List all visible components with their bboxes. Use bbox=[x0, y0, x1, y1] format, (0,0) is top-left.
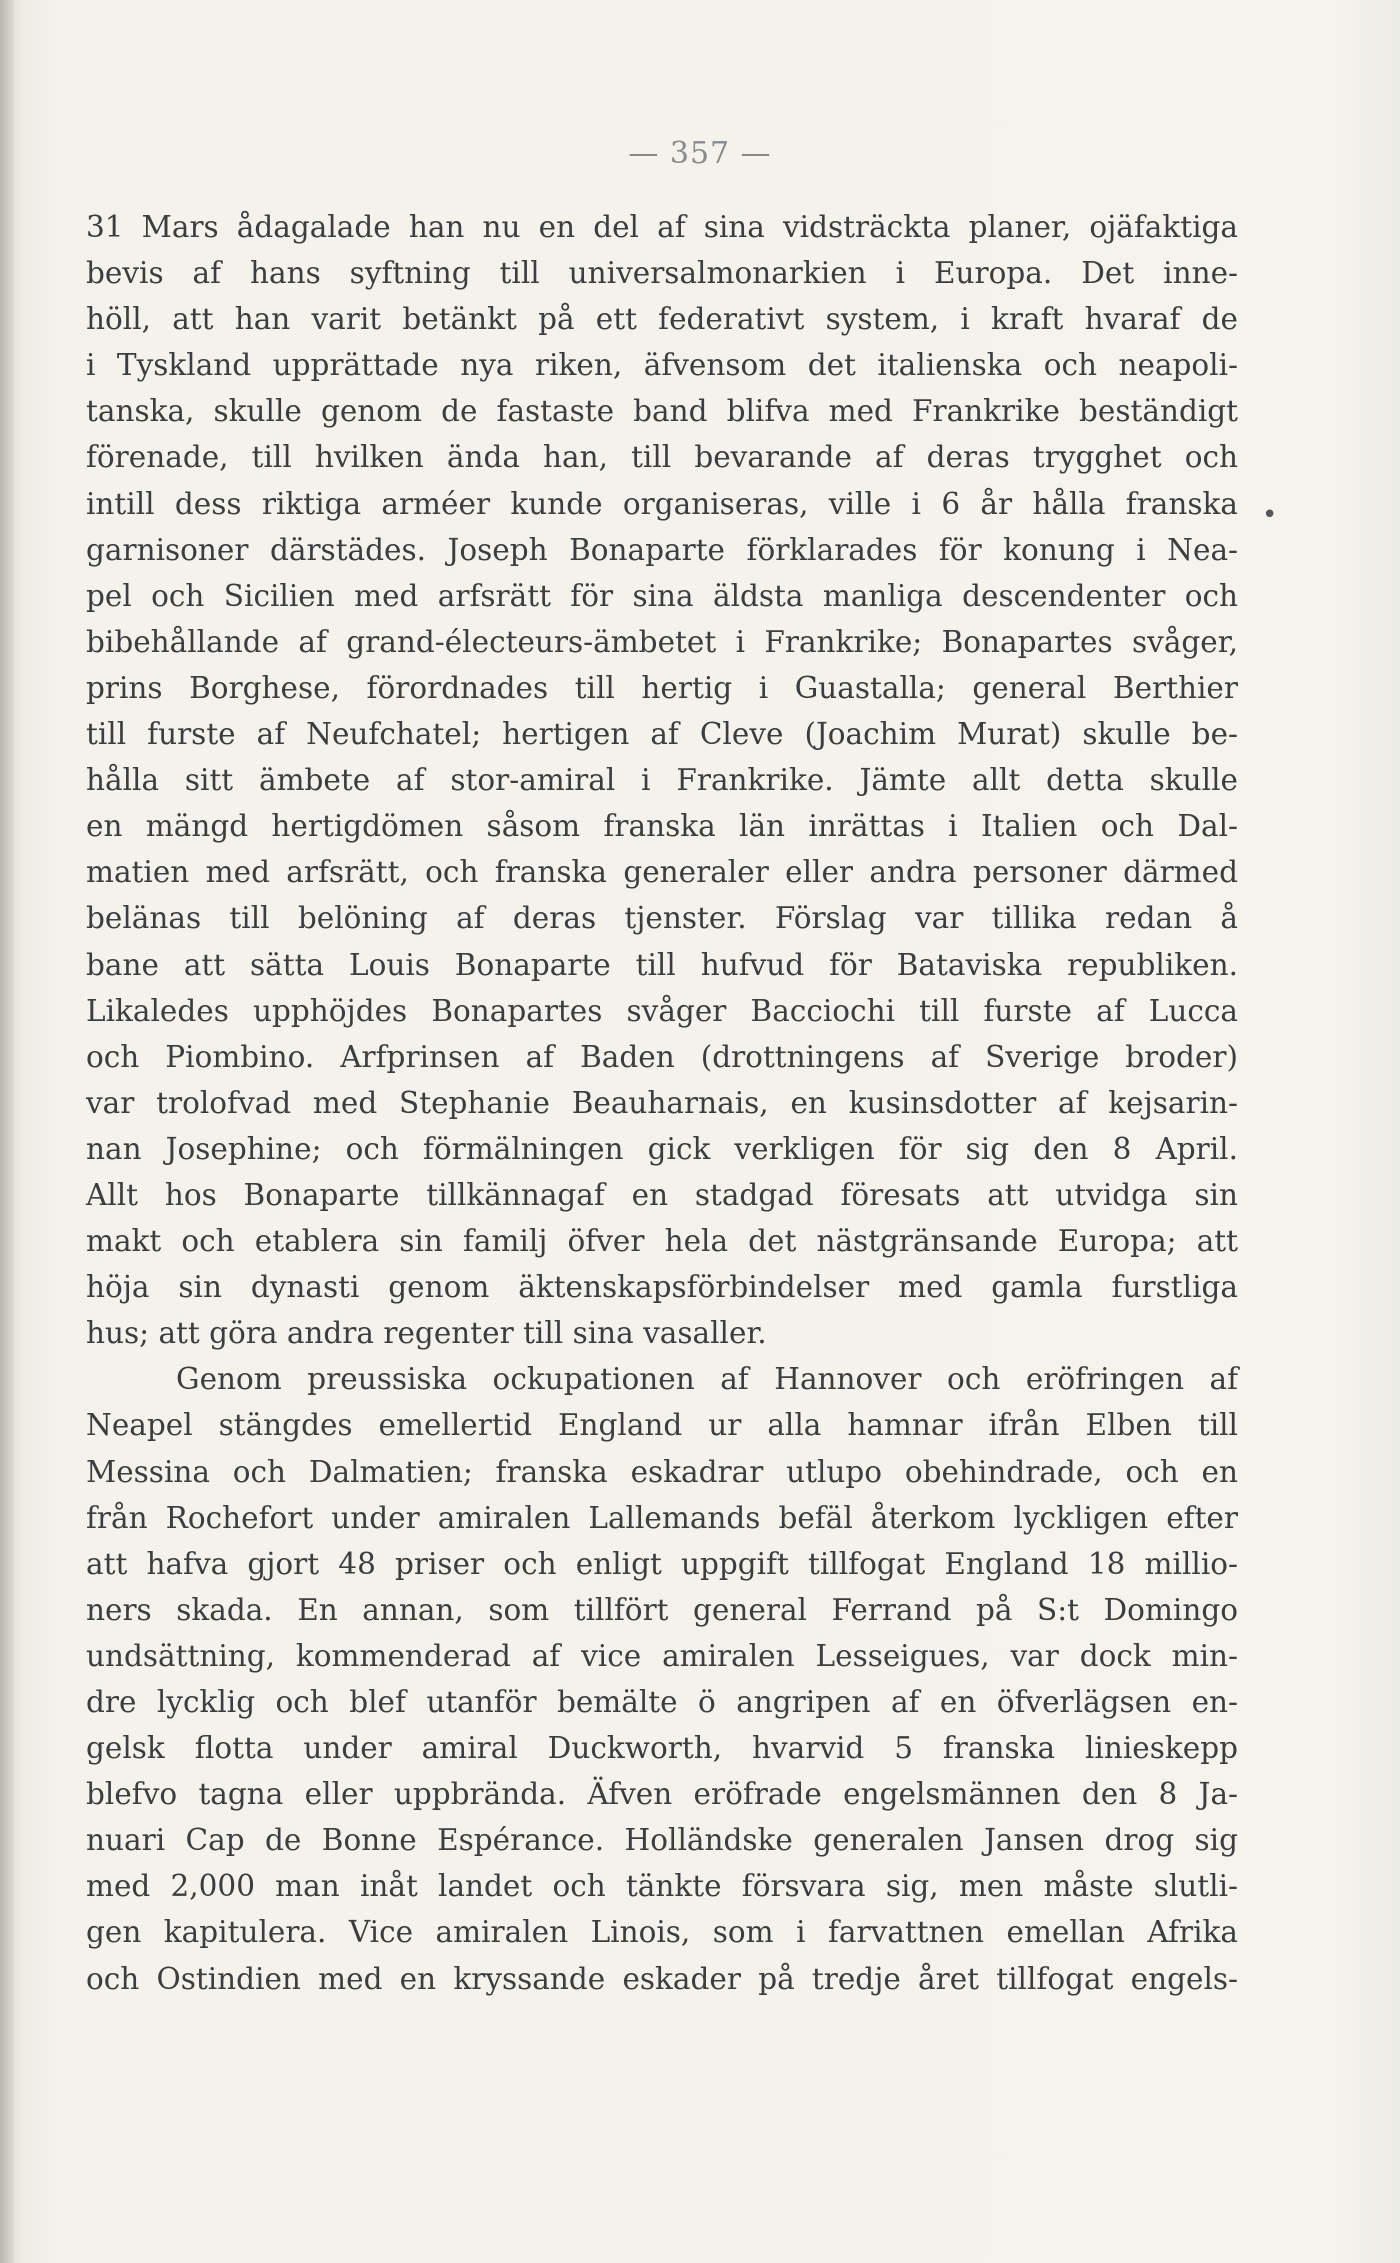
text-line: makt och etablera sin familj öfver hela det nästgränsande Europa; att bbox=[86, 1224, 1238, 1259]
text-line: bane att sätta Louis Bonaparte till hufvud för Bataviska republiken. bbox=[86, 947, 1238, 982]
text-line: och Ostindien med en kryssande eskader på tredje året tillfogat engels- bbox=[86, 1961, 1238, 1996]
text-line: bevis af hans syftning till universalmonarkien i Europa. Det inne- bbox=[86, 256, 1238, 291]
text-line: pel och Sicilien med arfsrätt för sina äldsta manliga descendenter och bbox=[86, 578, 1238, 613]
margin-dot-mark: • bbox=[1262, 500, 1278, 530]
page-binding-edge bbox=[0, 0, 14, 2263]
text-line: Messina och Dalmatien; franska eskadrar utlupo obehindrade, och en bbox=[86, 1454, 1238, 1489]
text-line: var trolofvad med Stephanie Beauharnais, en kusinsdotter af kejsarin- bbox=[86, 1085, 1238, 1120]
text-line: garnisoner därstädes. Joseph Bonaparte förklarades för konung i Nea- bbox=[86, 532, 1238, 567]
text-line: gelsk flotta under amiral Duckworth, hvarvid 5 franska linieskepp bbox=[86, 1731, 1238, 1766]
text-line: i Tyskland upprättade nya riken, äfvensom det italienska och neapoli- bbox=[86, 348, 1238, 383]
text-line-paragraph-start: Genom preussiska ockupationen af Hannover och eröfringen af bbox=[176, 1362, 1238, 1397]
text-line: hålla sitt ämbete af stor-amiral i Frankrike. Jämte allt detta skulle bbox=[86, 763, 1238, 798]
text-line: till furste af Neufchatel; hertigen af Cleve (Joachim Murat) skulle be- bbox=[86, 717, 1238, 752]
text-line: Neapel stängdes emellertid England ur alla hamnar ifrån Elben till bbox=[86, 1408, 1238, 1443]
text-line: nuari Cap de Bonne Espérance. Holländske generalen Jansen drog sig bbox=[86, 1823, 1238, 1858]
text-line: undsättning, kommenderad af vice amiralen Lesseigues, var dock min- bbox=[86, 1638, 1238, 1673]
text-line: tanska, skulle genom de fastaste band blifva med Frankrike beständigt bbox=[86, 394, 1238, 429]
body-text bbox=[86, 204, 1238, 2002]
text-line: dre lycklig och blef utanför bemälte ö angripen af en öfverlägsen en- bbox=[86, 1685, 1238, 1719]
text-line: hus; att göra andra regenter till sina vasaller. bbox=[86, 1316, 767, 1351]
text-line: 31 Mars ådagalade han nu en del af sina vidsträckta planer, ojäfaktiga bbox=[86, 210, 1238, 244]
text-line: en mängd hertigdömen såsom franska län inrättas i Italien och Dal- bbox=[86, 809, 1238, 844]
text-line: med 2,000 man inåt landet och tänkte försvara sig, men måste slutli- bbox=[86, 1869, 1238, 1904]
text-line: nan Josephine; och förmälningen gick verkligen för sig den 8 April. bbox=[86, 1131, 1238, 1166]
text-line: belänas till belöning af deras tjenster. Förslag var tillika redan å bbox=[86, 901, 1238, 936]
text-line: att hafva gjort 48 priser och enligt uppgift tillfogat England 18 millio- bbox=[86, 1546, 1238, 1581]
text-line: förenade, till hvilken ända han, till bevarande af deras trygghet och bbox=[86, 440, 1238, 475]
text-line: Allt hos Bonaparte tillkännagaf en stadgad föresats att utvidga sin bbox=[86, 1177, 1238, 1212]
text-line: gen kapitulera. Vice amiralen Linois, som i farvattnen emellan Afrika bbox=[86, 1915, 1238, 1950]
text-line: intill dess riktiga arméer kunde organiseras, ville i 6 år hålla franska bbox=[86, 486, 1238, 521]
text-line: höja sin dynasti genom äktenskapsförbindelser med gamla furstliga bbox=[86, 1270, 1238, 1305]
text-line: höll, att han varit betänkt på ett federativt system, i kraft hvaraf de bbox=[86, 302, 1238, 337]
text-line: och Piombino. Arfprinsen af Baden (drottningens af Sverige broder) bbox=[86, 1039, 1238, 1074]
page-number: — 357 — bbox=[628, 136, 772, 171]
text-line: från Rochefort under amiralen Lallemands befäl återkom lyckligen efter bbox=[86, 1500, 1238, 1535]
text-line: matien med arfsrätt, och franska generaler eller andra personer därmed bbox=[86, 855, 1238, 890]
text-line: prins Borghese, förordnades till hertig i Guastalla; general Berthier bbox=[86, 670, 1238, 705]
text-line: bibehållande af grand-électeurs-ämbetet i Frankrike; Bonapartes svåger, bbox=[86, 624, 1238, 659]
text-line: Likaledes upphöjdes Bonapartes svåger Bacciochi till furste af Lucca bbox=[86, 993, 1238, 1028]
text-line: ners skada. En annan, som tillfört general Ferrand på S:t Domingo bbox=[86, 1592, 1238, 1627]
text-line: blefvo tagna eller uppbrända. Äfven eröfrade engelsmännen den 8 Ja- bbox=[86, 1777, 1238, 1812]
